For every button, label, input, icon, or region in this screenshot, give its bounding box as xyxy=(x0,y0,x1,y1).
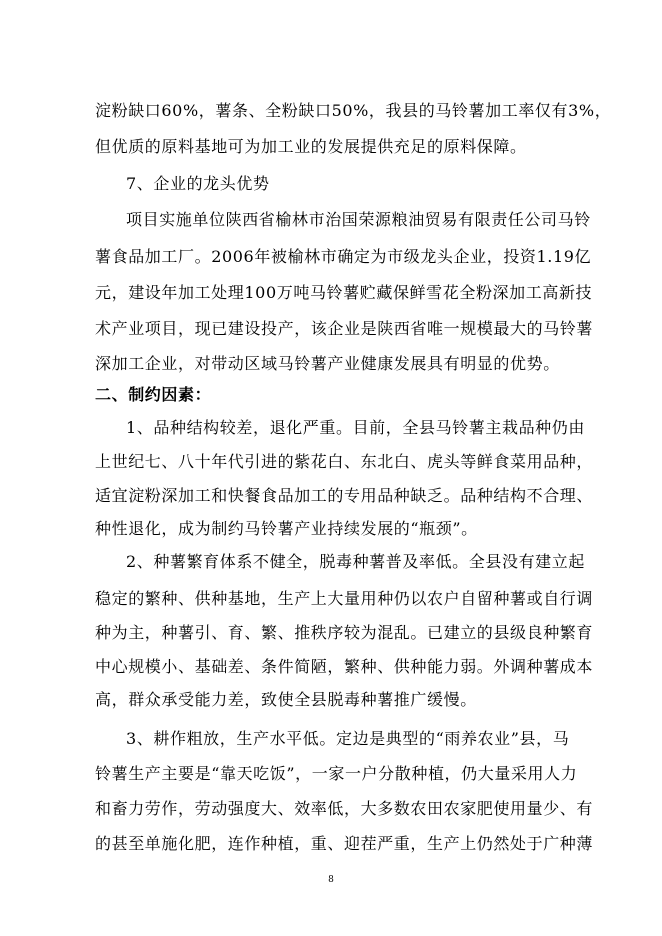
body-text-line: 和畜力劳作，劳动强度大、效率低，大多数农田农家肥使用量少、有 xyxy=(95,799,594,818)
body-text-line: 项目实施单位陕西省榆林市治国荣源粮油贸易有限责任公司马铃 xyxy=(126,210,591,229)
body-text-line: 淀粉缺口60%，薯条、全粉缺口50%，我县的马铃薯加工率仅有3%， xyxy=(95,101,612,120)
body-text-line: 元，建设年加工处理100万吨马铃薯贮藏保鲜雪花全粉深加工高新技 xyxy=(95,283,593,302)
body-text-line: 的甚至单施化肥，连作种植，重、迎茬严重，生产上仍然处于广种薄 xyxy=(95,834,594,853)
body-text-line: 上世纪七、八十年代引进的紫花白、东北白、虎头等鲜食菜用品种， xyxy=(95,452,594,471)
body-text-line: 铃薯生产主要是“靠天吃饭”，一家一户分散种植，仍大量采用人力 xyxy=(95,764,578,783)
body-text-line: 种性退化，成为制约马铃薯产业持续发展的“瓶颈”。 xyxy=(95,519,478,538)
body-text-line: 深加工企业，对带动区域马铃薯产业健康发展具有明显的优势。 xyxy=(95,354,560,373)
body-text-line: 种为主，种薯引、育、繁、推秩序较为混乱。已建立的县级良种繁育 xyxy=(95,623,594,642)
page-number: 8 xyxy=(328,875,334,885)
body-text-line: 术产业项目，现已建设投产，该企业是陕西省唯一规模最大的马铃薯 xyxy=(95,319,594,338)
body-text-line: 但优质的原料基地可为加工业的发展提供充足的原料保障。 xyxy=(95,137,527,156)
body-text-line: 1、品种结构较差，退化严重。目前，全县马铃薯主栽品种仍由 xyxy=(126,418,585,437)
body-text-line: 稳定的繁种、供种基地，生产上大量用种仍以农户自留种薯或自行调 xyxy=(95,589,594,608)
body-text-line: 3、耕作粗放，生产水平低。定边是典型的“雨养农业”县，马 xyxy=(126,729,570,748)
section-heading: 二、制约因素： xyxy=(95,385,212,404)
body-text-line: 适宜淀粉深加工和快餐食品加工的专用品种缺乏。品种结构不合理、 xyxy=(95,486,594,505)
body-text-line: 2、种薯繁育体系不健全，脱毒种薯普及率低。全县没有建立起 xyxy=(126,552,585,571)
section-subheading: 7、企业的龙头优势 xyxy=(126,174,270,193)
body-text-line: 中心规模小、基础差、条件简陋，繁种、供种能力弱。外调种薯成本 xyxy=(95,657,594,676)
body-text-line: 高，群众承受能力差，致使全县脱毒种薯推广缓慢。 xyxy=(95,690,477,709)
body-text-line: 薯食品加工厂。2006年被榆林市确定为市级龙头企业，投资1.19亿 xyxy=(95,247,592,266)
